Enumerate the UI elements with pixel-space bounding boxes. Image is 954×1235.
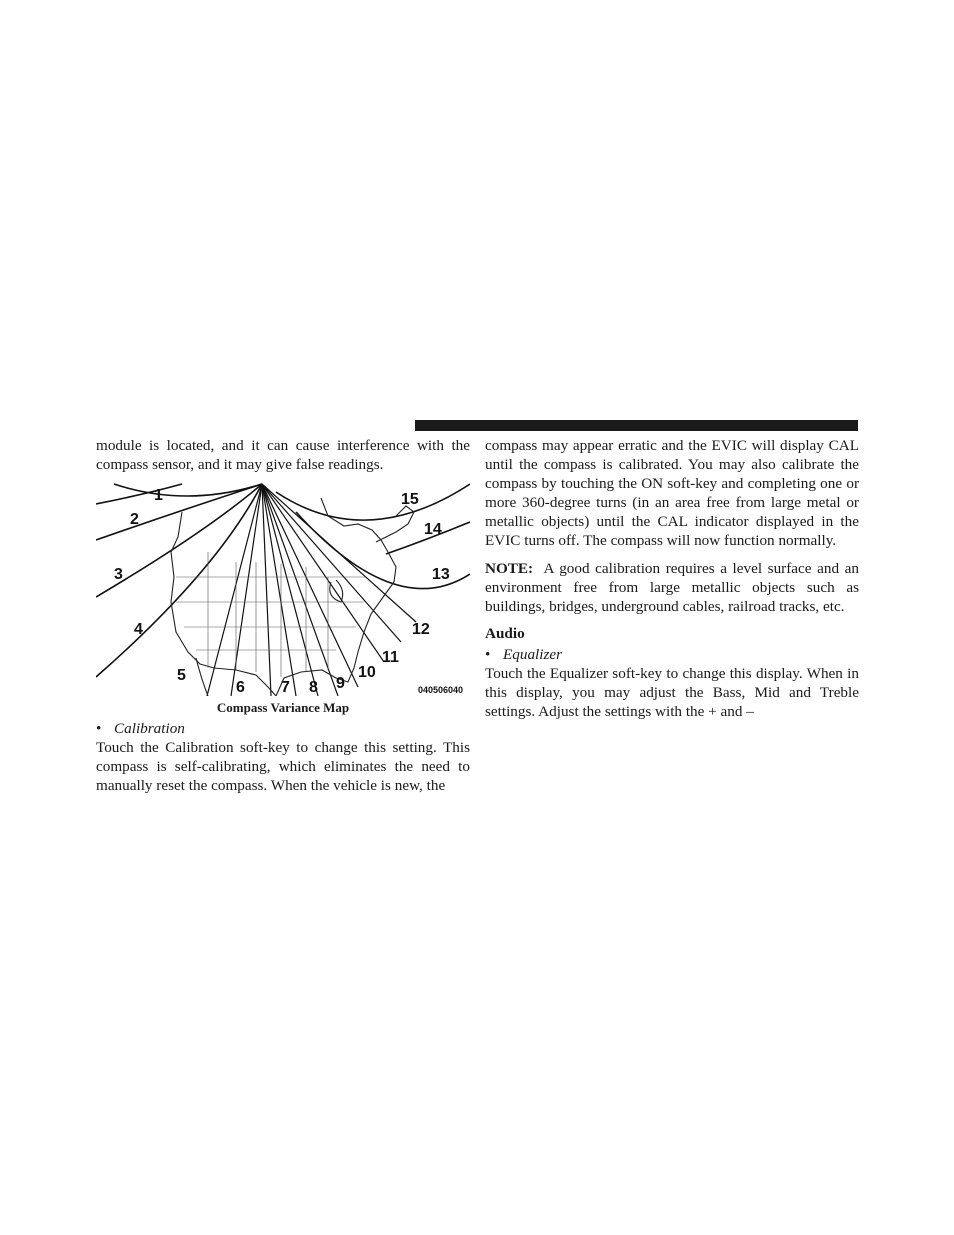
zone-label: 2 xyxy=(130,511,139,528)
compass-variance-figure xyxy=(96,482,470,717)
left-column xyxy=(96,436,470,795)
zone-label: 8 xyxy=(309,679,318,696)
zone-label: 3 xyxy=(114,566,123,583)
bullet-dot-icon: • xyxy=(96,720,102,737)
note-paragraph xyxy=(485,559,859,616)
bullet-dot-icon: • xyxy=(485,646,491,663)
bullet-equalizer xyxy=(485,645,859,664)
audio-heading: Audio xyxy=(485,625,525,642)
zone-label: 11 xyxy=(382,649,399,666)
zone-label: 4 xyxy=(134,621,143,638)
zone-label: 14 xyxy=(424,521,442,538)
note-text: A good calibration requires a level surface and an environment free from large metallic objects such as buildings, bridges, underground cables, railroad tracks, etc. xyxy=(485,560,859,615)
zone-label: 1 xyxy=(154,487,163,504)
zone-label: 12 xyxy=(412,621,430,638)
zone-label: 9 xyxy=(336,675,345,692)
calibration-paragraph: Touch the Calibration soft-key to change this setting. This compass is self-calibrating, which eliminates the need to manually reset the compass. When the vehicle is new, the xyxy=(96,739,470,794)
section-header-bar xyxy=(415,420,858,431)
equalizer-paragraph: Touch the Equalizer soft-key to change this display. When in this display, you may adjust the Bass, Mid and Treble settings. Adjust the settings with the + and – xyxy=(485,665,859,720)
compass-variance-map xyxy=(96,482,470,696)
intro-paragraph: module is located, and it can cause interference with the compass sensor, and it may give false readings. xyxy=(96,437,470,473)
image-code: 040506040 xyxy=(418,685,464,695)
bullet-equalizer-label: Equalizer xyxy=(503,646,563,663)
zone-label: 15 xyxy=(401,491,419,508)
calibration-continued-paragraph: compass may appear erratic and the EVIC will display CAL until the compass is calibrated. You may also calibrate the compass by touching the ON soft-key and completing one or more 360-degree turns (in an area free from large metal or metallic objects) until the CAL indicator displayed in the EVIC turns off. The compass will now function normally. xyxy=(485,437,859,549)
zone-label: 6 xyxy=(236,679,245,696)
zone-label: 10 xyxy=(358,664,376,681)
zone-label: 13 xyxy=(432,566,450,583)
zone-label: 7 xyxy=(281,679,290,696)
zone-label: 5 xyxy=(177,667,186,684)
right-column xyxy=(485,436,859,721)
figure-caption: Compass Variance Map xyxy=(216,700,350,715)
bullet-calibration xyxy=(96,719,470,738)
note-label: NOTE: xyxy=(485,560,534,577)
bullet-calibration-label: Calibration xyxy=(114,720,185,737)
